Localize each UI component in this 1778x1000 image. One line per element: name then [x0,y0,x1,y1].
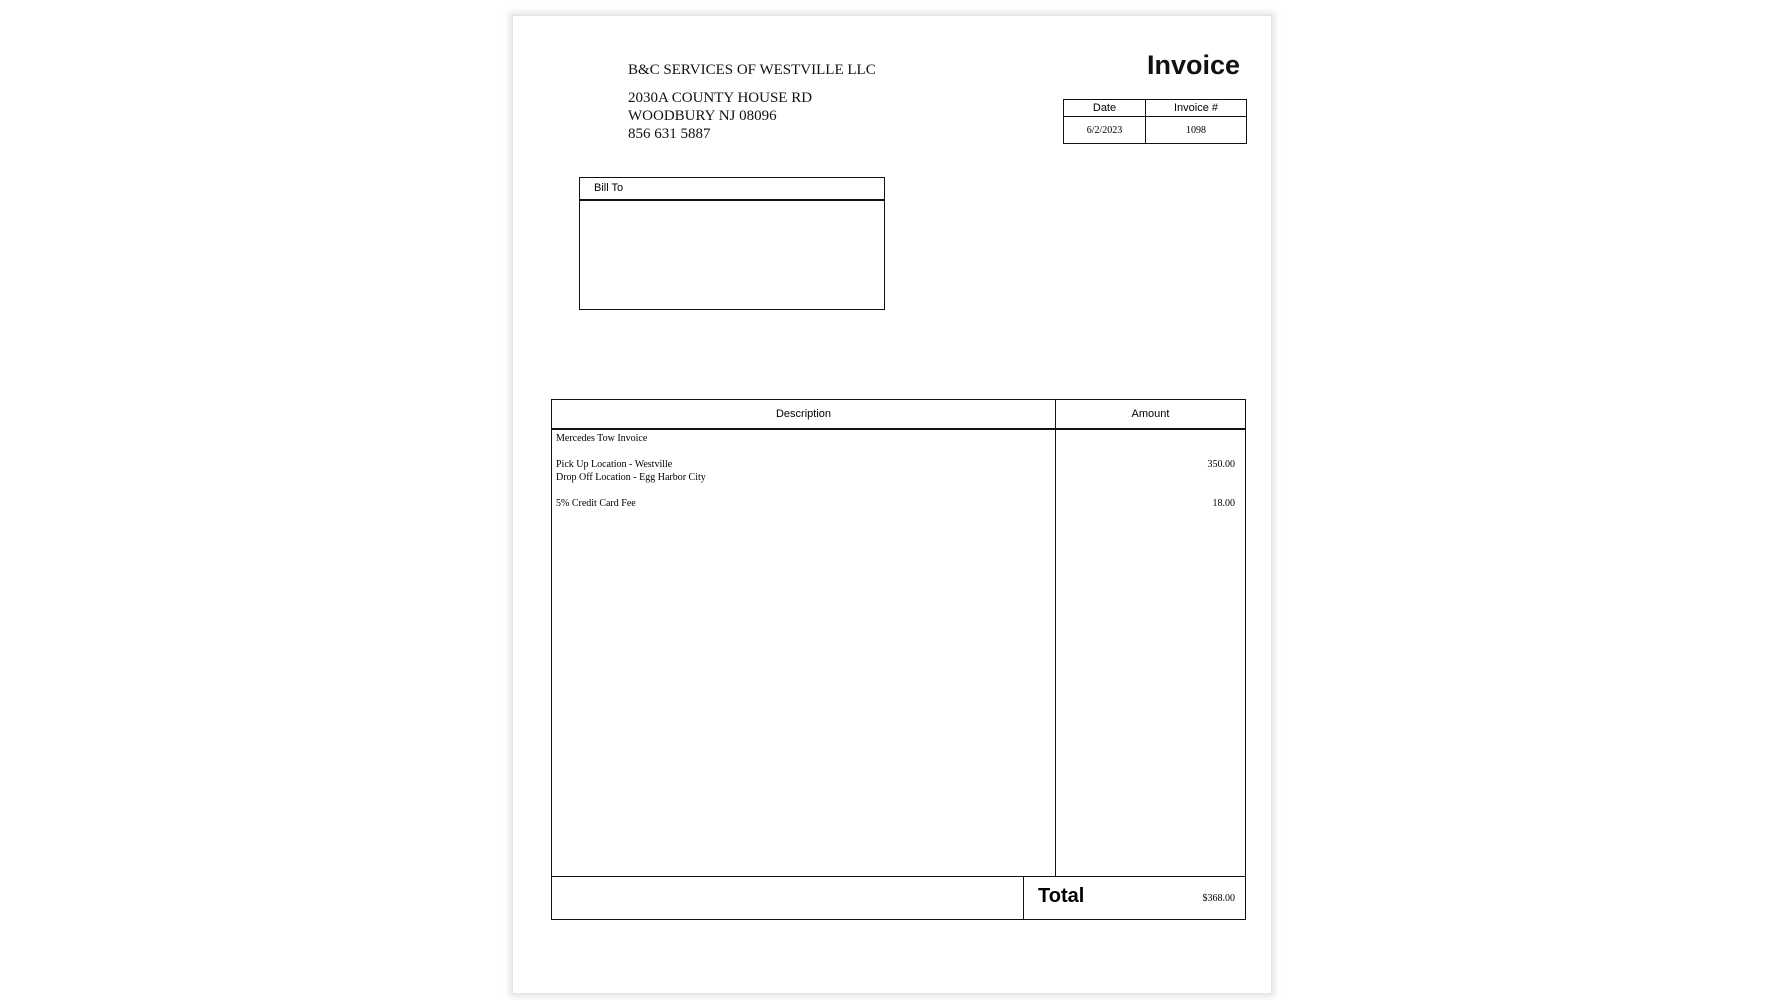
total-divider [552,876,1245,877]
company-phone: 856 631 5887 [628,126,711,142]
company-address-line-1: 2030A COUNTY HOUSE RD [628,90,813,106]
invoice-title: Invoice [1146,50,1240,80]
line-items-table [551,399,1246,920]
invoice-number-value: 1098 [1146,117,1247,144]
invoice-page [512,15,1272,994]
column-divider [1055,400,1056,876]
line-item-dropoff: Drop Off Location - Egg Harbor City [556,472,706,483]
line-item-title: Mercedes Tow Invoice [556,433,648,444]
amount-fee: 18.00 [1212,498,1235,509]
date-header: Date [1064,100,1146,117]
line-item-fee: 5% Credit Card Fee [556,498,636,509]
company-name: B&C SERVICES OF WESTVILLE LLC [628,62,876,78]
description-header: Description [775,408,832,420]
bill-to-label: Bill To [580,178,884,201]
date-value: 6/2/2023 [1064,117,1146,144]
total-label: Total [1038,885,1085,907]
company-address-line-2: WOODBURY NJ 08096 [628,108,777,124]
bill-to-box [579,177,885,310]
invoice-meta-table [1063,99,1247,144]
amount-tow: 350.00 [1207,459,1235,470]
invoice-number-header: Invoice # [1146,100,1247,117]
line-item-pickup: Pick Up Location - Westville [556,459,673,470]
total-column-divider [1023,876,1024,919]
total-value: $368.00 [1202,893,1235,904]
header-divider [552,428,1245,430]
amount-header: Amount [1131,408,1170,420]
